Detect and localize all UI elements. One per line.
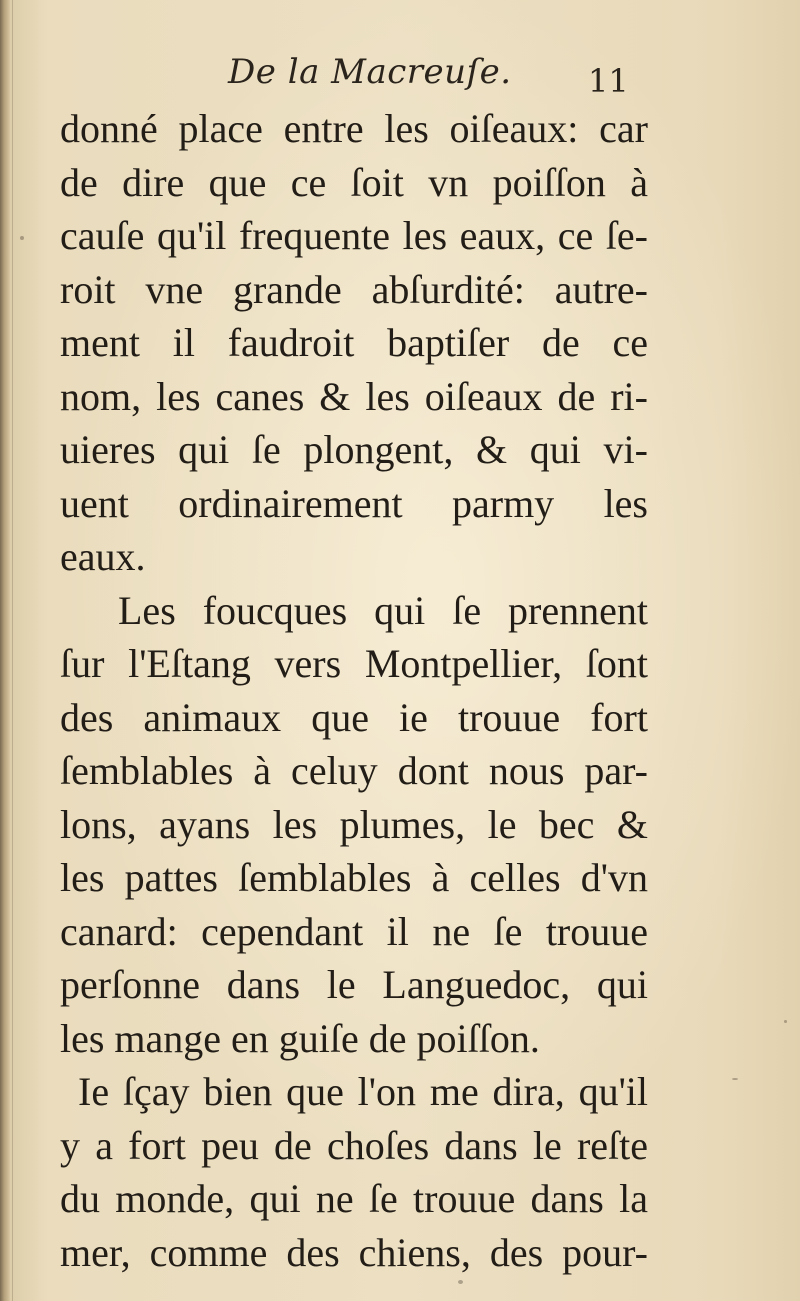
text-line: des animaux que ie trouue fort: [60, 694, 648, 740]
text-line: de dire que ce ſoit vn poiſſon à: [60, 159, 648, 205]
paper-speck: [732, 1078, 738, 1080]
text-line: ment il faudroit baptiſer de ce: [60, 320, 648, 365]
text-line: eaux.: [60, 534, 146, 579]
text-line: cauſe qu'il frequente les eaux, ce ſe-: [60, 213, 648, 258]
text-line: y a fort peu de choſes dans le reſte: [60, 1122, 648, 1168]
paper-speck: [784, 1020, 787, 1023]
text-line: uent ordinairement parmy les: [60, 480, 648, 526]
paper-speck: [458, 1280, 463, 1284]
text-line: perſonne dans le Languedoc, qui: [60, 962, 648, 1007]
text-line: ſur l'Eſtang vers Montpellier, ſont: [60, 641, 648, 686]
paragraph-start-line: Les foucques qui ſe prennent: [118, 587, 648, 633]
running-title: De la Macreuſe.: [228, 52, 512, 92]
text-line: ſemblables à celuy dont nous par-: [60, 748, 648, 793]
text-line: du monde, qui ne ſe trouue dans la: [60, 1176, 648, 1221]
paper-speck: [20, 236, 24, 240]
binding-gutter: [0, 0, 10, 1301]
body-text: [60, 102, 648, 1279]
page-number: 11: [588, 62, 629, 100]
text-line: mer, comme des chiens, des pour-: [60, 1229, 648, 1275]
text-line: les mange en guiſe de poiſſon.: [60, 1015, 540, 1061]
text-line: uieres qui ſe plongent, & qui vi-: [60, 427, 648, 472]
text-line: donné place entre les oiſeaux: car: [60, 106, 648, 151]
text-line: les pattes ſemblables à celles d'vn: [60, 855, 648, 900]
text-line: nom, les canes & les oiſeaux de ri-: [60, 373, 648, 419]
text-line: roit vne grande abſurdité: autre-: [60, 266, 648, 312]
text-line: lons, ayans les plumes, le bec &: [60, 801, 648, 847]
paragraph-start-line: Ie ſçay bien que l'on me dira, qu'il: [78, 1069, 648, 1114]
text-line: canard: cependant il ne ſe trouue: [60, 908, 648, 954]
gutter-shadow-line: [12, 0, 13, 1301]
